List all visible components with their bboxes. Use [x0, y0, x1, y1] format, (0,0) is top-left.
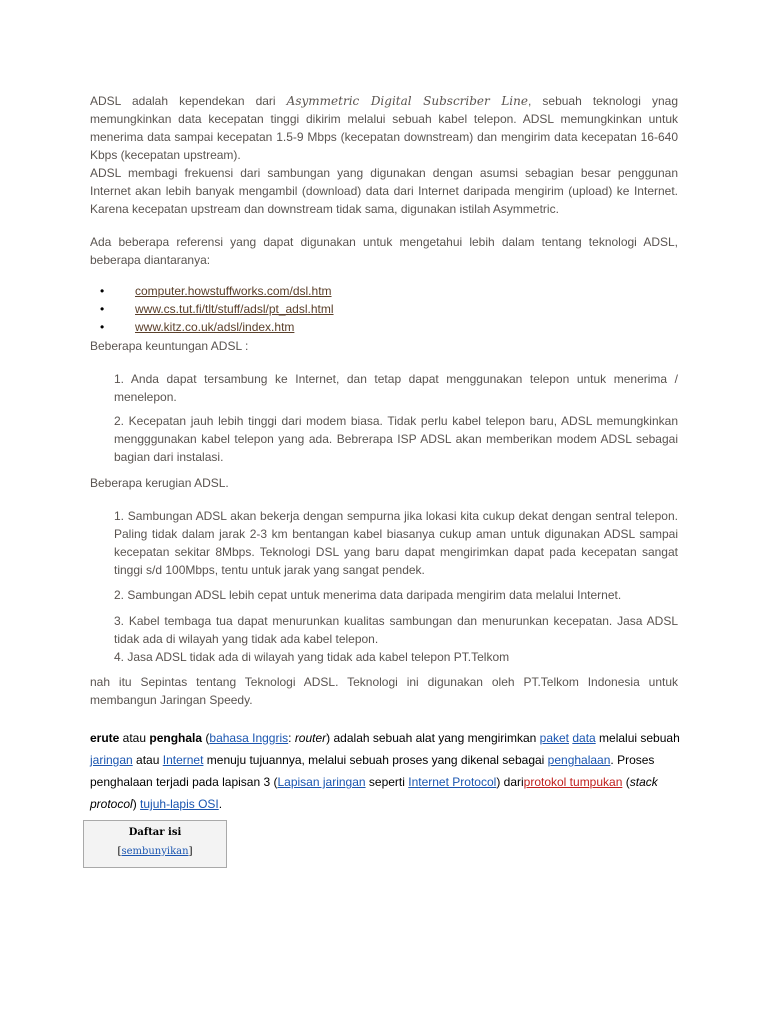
router-paragraph [90, 727, 680, 815]
reference-link-list [90, 282, 678, 336]
link-cs-tut[interactable]: www.cs.tut.fi/tlt/stuff/adsl/pt_adsl.html [135, 302, 334, 316]
link-penghalaan[interactable]: penghalaan [547, 753, 611, 767]
toc-hide-control [84, 846, 226, 857]
keuntungan-item-1: 1. Anda dapat tersambung ke Internet, dan tetap dapat menggunakan telepon untuk menerima / menelepon. [114, 372, 678, 404]
text-run: ) [132, 797, 141, 811]
text-run: menuju tujuannya, melalui sebuah proses yang dikenal sebagai [203, 753, 548, 767]
link-protokol-tumpukan[interactable]: protokol tumpukan [523, 775, 623, 789]
list-item [90, 318, 678, 336]
text-run: atau [132, 753, 163, 767]
link-internet[interactable]: Internet [162, 753, 204, 767]
text-run: ( [202, 731, 210, 745]
text-run: seperti [365, 775, 409, 789]
keuntungan-heading: Beberapa keuntungan ADSL : [90, 339, 249, 353]
toc-hide-link[interactable]: sembunyikan [121, 846, 189, 857]
bullet-icon: • [100, 320, 105, 334]
text-run: melalui sebuah [595, 731, 680, 745]
intro-text-b: , sebuah teknologi ynag memungkinkan data kecepatan tinggi dikirim melalui sebuah kabel telepon. ADSL memungkinkan untuk menerima data sampai kecepatan 1.5-9 Mbps (kecepatan downstream) dan mengirim data kecepatan 16-640 Kbps (kecepatan upstream). [90, 94, 678, 162]
text-run: . Proses penghalaan terjadi pada lapisan 3 ( [90, 753, 655, 789]
kerugian-item-4: 4. Jasa ADSL tidak ada di wilayah yang tidak ada kabel telepon PT.Telkom [114, 650, 510, 664]
bullet-icon: • [100, 302, 105, 316]
closing-paragraph: nah itu Sepintas tentang Teknologi ADSL. Teknologi ini digunakan oleh PT.Telkom Indonesia untuk membangun Jaringan Speedy. [90, 675, 678, 707]
kerugian-heading: Beberapa kerugian ADSL. [90, 476, 229, 490]
link-bahasa-inggris[interactable]: bahasa Inggris [209, 731, 289, 745]
link-tujuh-lapis-osi[interactable]: tujuh-lapis OSI [140, 797, 219, 811]
table-of-contents-box [83, 820, 227, 868]
link-howstuffworks[interactable]: computer.howstuffworks.com/dsl.htm [135, 284, 332, 298]
link-internet-protocol[interactable]: Internet Protocol [408, 775, 497, 789]
bracket-close: ] [188, 846, 193, 857]
text-run: atau [119, 731, 150, 745]
text-run: ) adalah sebuah alat yang mengirimkan [326, 731, 540, 745]
kerugian-item-2: 2. Sambungan ADSL lebih cepat untuk menerima data daripada mengirim data melalui Internet. [114, 588, 622, 602]
intro-paragraph-1 [90, 92, 678, 164]
link-jaringan[interactable]: jaringan [90, 753, 133, 767]
kerugian-item-1: 1. Sambungan ADSL akan bekerja dengan sempurna jika lokasi kita cukup dekat dengan sentral telepon. Paling tidak dalam jarak 2-3 km bentangan kabel biasanya cukup aman untuk digunakan ADSL sampai kecepatan sekitar 8Mbps. Teknologi DSL yang baru dapat mengirimkan dapat pada kecepatan sangat tinggi s/d 100Mbps, tentu untuk jarak yang sangat pendek. [114, 509, 678, 577]
list-item [90, 282, 678, 300]
intro-text-a: ADSL adalah kependekan dari [90, 94, 287, 108]
text-run: ) dari [496, 775, 524, 789]
link-data[interactable]: data [572, 731, 596, 745]
link-kitz[interactable]: www.kitz.co.uk/adsl/index.htm [135, 320, 295, 334]
link-paket[interactable]: paket [539, 731, 569, 745]
text-run: ( [622, 775, 630, 789]
intro-paragraph-3: Ada beberapa referensi yang dapat digunakan untuk mengetahui lebih dalam tentang teknologi ADSL, beberapa diantaranya: [90, 235, 678, 267]
toc-title: Daftar isi [128, 827, 182, 838]
term-penghala: penghala [149, 731, 203, 745]
bracket-open: [ [117, 846, 122, 857]
keuntungan-item-2: 2. Kecepatan jauh lebih tinggi dari modem biasa. Tidak perlu kabel telepon baru, ADSL memungkinkan mengggunakan kabel telepon yang ada. Bebrerapa ISP ADSL akan memberikan modem ADSL sebagai bagian dari instalasi. [114, 414, 678, 464]
text-run: : [288, 731, 295, 745]
kerugian-item-3: 3. Kabel tembaga tua dapat menurunkan kualitas sambungan dan menurunkan kecepatan. Jasa ADSL tidak ada di wilayah yang tidak ada kabel telepon. [114, 614, 678, 646]
term-router: router [294, 731, 327, 745]
text-run: . [218, 797, 223, 811]
intro-paragraph-2: ADSL membagi frekuensi dari sambungan yang digunakan dengan asumsi sebagian besar penggunan Internet akan lebih banyak mengambil (download) data dari Internet daripada mengirim (upload) ke Internet. Karena kecepatan upstream dan downstream tidak sama, digunakan istilah Asymmetric. [90, 166, 678, 216]
term-stack-protocol: stack protocol [90, 775, 658, 811]
list-item [90, 300, 678, 318]
term-erute: erute [90, 731, 120, 745]
link-lapisan-jaringan[interactable]: Lapisan jaringan [277, 775, 366, 789]
bullet-icon: • [100, 284, 105, 298]
asymmetric-term: Asymmetric Digital Subscriber Line [286, 94, 528, 108]
